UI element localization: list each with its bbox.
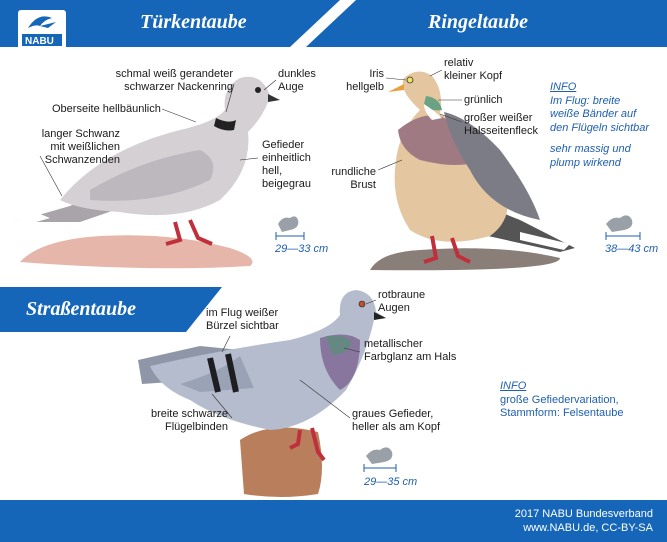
label-rundliche-brust: rundliche Brust xyxy=(331,166,376,191)
label-rotbraune-augen: rotbraune Augen xyxy=(378,289,426,314)
label-gefieder-tuerken: Gefieder einheitlich hell, beigegrau xyxy=(262,139,311,190)
strassentaube-title: Straßentaube xyxy=(26,298,137,320)
nabu-logo-text: NABU xyxy=(25,36,54,47)
label-gruenlich: grünlich xyxy=(464,94,503,106)
strassentaube-info: INFO große Gefiedervariation, Stammform: Felsentaube xyxy=(500,380,624,419)
footer-credit: 2017 NABU Bundesverband www.NABU.de, CC-BY-SA xyxy=(514,508,653,534)
strassentaube-size: 29—35 cm xyxy=(364,476,418,488)
label-fluegelbinden: breite schwarze Flügelbinden xyxy=(150,408,228,433)
tuerkentaube-size-icon xyxy=(276,216,304,240)
label-oberseite: Oberseite hellbäunlich xyxy=(52,103,161,115)
label-farbglanz: metallischer Farbglanz am Hals xyxy=(364,338,457,363)
label-graues-gefieder: graues Gefieder, heller als am Kopf xyxy=(352,408,441,433)
label-buerzel: im Flug weißer Bürzel sichtbar xyxy=(206,307,279,332)
ringeltaube-info: INFO Im Flug: breite weiße Bänder auf den Flügeln sichtbar sehr massig und plump wirkend xyxy=(550,81,650,169)
strassentaube-size-icon xyxy=(364,447,396,472)
label-kleiner-kopf: relativ kleiner Kopf xyxy=(444,57,503,82)
label-nackenring: schmal weiß gerandeter schwarzer Nackenring xyxy=(115,68,233,93)
tuerkentaube-title: Türkentaube xyxy=(140,11,247,33)
ringeltaube-size-icon xyxy=(606,215,640,240)
label-halsseitenfleck: großer weißer Halsseitenfleck xyxy=(464,112,538,137)
label-iris: Iris hellgelb xyxy=(346,68,384,93)
tuerkentaube-size: 29—33 cm xyxy=(275,243,329,255)
label-schwanz: langer Schwanz mit weißlichen Schwanzenden xyxy=(41,128,120,166)
ringeltaube-size: 38—43 cm xyxy=(605,243,659,255)
label-dunkles-auge: dunkles Auge xyxy=(278,68,316,93)
ringeltaube-title: Ringeltaube xyxy=(428,11,529,33)
